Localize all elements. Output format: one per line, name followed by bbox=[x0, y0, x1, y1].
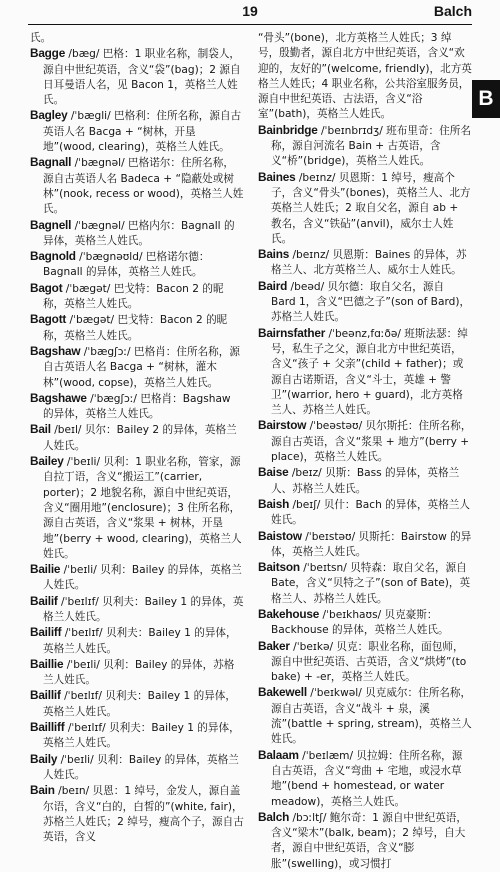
entry-headword: Bain bbox=[30, 783, 55, 798]
entry-definition: /ˈbeɪkhaʊs/ 贝克豪斯：Backhouse 的异体，英格兰人姓氏。 bbox=[271, 608, 449, 637]
entry-definition: /ˈbeɪlæm/ 贝拉姆：住所名称，源自古英语，含义“弯曲 + 宅地，或浸水草地”(bend + homestead, or water meadow)，英格兰人姓氏。 bbox=[271, 749, 463, 808]
page-header bbox=[28, 3, 472, 25]
entry-definition: /ˈbægli/ 巴格利：住所名称，源自古英语人名 Bacga + “树林，开垦地”(wood, clearing)，英格兰人姓氏。 bbox=[43, 110, 242, 154]
entry-definition: /ˈbægnəʊld/ 巴格诺尔德：Bagnall 的异体，英格兰人姓氏。 bbox=[43, 251, 210, 279]
dictionary-entry bbox=[30, 281, 244, 313]
entry-headword: Bailliff bbox=[30, 720, 65, 735]
entry-definition: /ˈbægət/ 巴戈特：Bacon 2 的昵称，英格兰人姓氏。 bbox=[43, 282, 224, 311]
entry-definition: /ˈbeɪli/ 贝利：Bailey 的异体，英格兰人姓氏。 bbox=[43, 564, 242, 592]
entry-definition: /bɔːltʃ/ 鲍尔奇：1 源自中世纪英语，含义“梁木”(balk, beam)；2 绰号，自大者，源自中世纪英语，含义“膨胀”(swelling)，或习惯打 bbox=[271, 811, 467, 870]
dictionary-entry bbox=[30, 625, 244, 657]
dictionary-entry bbox=[258, 639, 472, 686]
entry-definition: /ˈbeɪnbrɪdʒ/ 班布里奇：住所名称，源自河流名 Bain + 古英语，含义“桥”(bridge)，英格兰人姓氏。 bbox=[271, 124, 471, 168]
entry-definition: /beɪn/ 贝恩：1 绰号，金发人，源自盖尔语，含义“白的，白皙的”(white, fair)，苏格兰人姓氏；2 绰号，瘦高个子，源自古英语，含义 bbox=[43, 785, 244, 844]
entry-definition: /ˈbægʃɔː/ 巴格肖：住所名称，源自古英语人名 Bacga + “树林，灌木林”(wood, copse)，英格兰人姓氏。 bbox=[43, 345, 240, 389]
entry-definition: /ˈbeɪlɪf/ 贝利夫：Bailey 1 的异体，英格兰人姓氏。 bbox=[43, 690, 236, 718]
entry-headword: Bailey bbox=[30, 454, 64, 469]
entry-headword: Baish bbox=[258, 496, 290, 511]
entry-definition: /ˈbeəstəʊ/ 贝尔斯托：住所名称，源自古英语，含义“浆果 + 地方”(berry + place)，英格兰人姓氏。 bbox=[271, 420, 472, 464]
entry-definition: /ˈbægnəl/ 巴格诺尔：住所名称，源自古英语人名 Badeca + “隐蔽处或树林”(nook, recess or wood)，英格兰人姓氏。 bbox=[43, 157, 244, 216]
dictionary-entry bbox=[258, 170, 472, 247]
entry-headword: Bagott bbox=[30, 312, 67, 327]
entry-headword: Baker bbox=[258, 638, 290, 653]
entry-headword: Baistow bbox=[258, 528, 302, 543]
entry-definition: /ˈbeənz,fɑːðə/ 班斯法瑟：绰号，私生子之父，源自北方中世纪英语，含义“孩子 + 父亲”(child + father)；或源自古诺斯语，含义“斗士，英雄 + 警卫”(warrior, hero + guard)，北方英格兰人、苏格兰人姓氏。 bbox=[271, 327, 468, 417]
entry-definition: /ˈbeɪlɪf/ 贝利夫：Bailey 1 的异体，英格兰人姓氏。 bbox=[43, 627, 237, 655]
dictionary-entry bbox=[258, 326, 472, 419]
entry-headword: Bagot bbox=[30, 280, 63, 295]
dictionary-entry bbox=[30, 562, 244, 594]
entry-headword: Bagnell bbox=[30, 217, 72, 232]
entry-headword: Bail bbox=[30, 422, 51, 437]
entry-headword: Bagshawe bbox=[30, 390, 87, 405]
entry-headword: Bagnall bbox=[30, 155, 72, 170]
thumb-index-tab[interactable]: B bbox=[472, 80, 500, 118]
dictionary-entry bbox=[30, 391, 244, 423]
entry-continuation bbox=[30, 31, 244, 46]
dictionary-entry bbox=[30, 720, 244, 752]
entry-headword: Baise bbox=[258, 465, 289, 480]
entry-definition: /ˈbeɪkwəl/ 贝克威尔：住所名称，源自古英语，含义“战斗 + 泉，溪流”(battle + spring, stream)，英格兰人姓氏。 bbox=[271, 687, 472, 746]
entry-definition: /ˈbægʃɔː/ 巴格肖：Bagshaw 的异体，英格兰人姓氏。 bbox=[43, 392, 231, 421]
dictionary-entry bbox=[258, 123, 472, 170]
dictionary-entry bbox=[258, 247, 472, 279]
dictionary-entry bbox=[30, 594, 244, 626]
dictionary-entry bbox=[30, 312, 244, 344]
entry-definition: /ˈbægnəl/ 巴格内尔：Bagnall 的异体，英格兰人姓氏。 bbox=[43, 219, 235, 247]
dictionary-entry bbox=[30, 344, 244, 391]
dictionary-entry bbox=[258, 810, 472, 872]
entry-definition: /ˈbeɪstəʊ/ 贝斯托：Bairstow 的异体，英格兰人姓氏。 bbox=[271, 530, 472, 558]
entry-definition: /beɪz/ 贝斯：Bass 的异体，英格兰人、苏格兰人姓氏。 bbox=[271, 467, 460, 495]
entry-definition: 氏。 bbox=[30, 32, 52, 44]
dictionary-entry bbox=[30, 688, 244, 720]
entry-headword: Baillie bbox=[30, 656, 64, 671]
dictionary-entry bbox=[258, 529, 472, 561]
dictionary-entry bbox=[258, 748, 472, 810]
entry-headword: Baird bbox=[258, 278, 288, 293]
entry-definition: “骨头”(bone)，北方英格兰人姓氏；3 绰号，殷勤者，源自北方中世纪英语，含义“欢迎的，友好的”(welcome, friendly)，北方英格兰人姓氏；4 职业名称，公共浴室服务员，源自中世纪英语、古法语，含义“浴室”(bath)，英格兰人姓氏。 bbox=[258, 32, 472, 121]
dictionary-entry bbox=[258, 497, 472, 529]
page-number: 19 bbox=[242, 3, 258, 19]
entry-headword: Bailif bbox=[30, 593, 58, 608]
entry-definition: /ˈbeɪli/ 贝利：1 职业名称，管家，源自拉丁语，含义“搬运工”(carrier, porter)；2 地貌名称，源自中世纪英语，含义“圈用地”(enclosure)；3 住所名称，源自古英语，含义“浆果 + 树林，开垦地”(berry + wood, clearing)，英格兰人姓氏。 bbox=[43, 456, 242, 560]
entry-definition: /bæg/ 巴格：1 职业名称，制袋人，源自中世纪英语，含义“袋”(bag)；2 源自日耳曼语人名，见 Bacon 1，英格兰人姓氏。 bbox=[43, 48, 241, 107]
dictionary-entry bbox=[30, 249, 244, 281]
left-column bbox=[30, 31, 244, 845]
entry-definition: /beəd/ 贝尔德：取自父名，源自 Bard 1，含义“巴德之子”(son of Bard)，苏格兰人姓氏。 bbox=[271, 280, 471, 324]
entry-definition: /beɪʃ/ 贝什：Bach 的异体，英格兰人姓氏。 bbox=[271, 498, 470, 527]
dictionary-entry bbox=[258, 418, 472, 465]
dictionary-entry bbox=[30, 46, 244, 108]
dictionary-entry bbox=[30, 783, 244, 845]
entry-headword: Bagge bbox=[30, 46, 66, 61]
entry-headword: Bairnsfather bbox=[258, 325, 326, 340]
dictionary-entry bbox=[30, 155, 244, 217]
entry-headword: Bakewell bbox=[258, 685, 307, 700]
entry-definition: /ˈbeɪkə/ 贝克：职业名称，面包师，源自中世纪英语、古英语，含义“烘烤”(to bake) + -er，英格兰人姓氏。 bbox=[271, 640, 467, 684]
entry-headword: Bakehouse bbox=[258, 606, 320, 621]
entry-definition: /ˈbeɪlɪf/ 贝利夫：Bailey 1 的异体，英格兰人姓氏。 bbox=[43, 722, 240, 750]
entry-definition: /ˈbeɪli/ 贝利：Bailey 的异体，苏格兰人姓氏。 bbox=[43, 658, 235, 687]
dictionary-entry bbox=[30, 752, 244, 784]
entry-headword: Balch bbox=[258, 809, 290, 824]
entry-headword: Bagshaw bbox=[30, 343, 81, 358]
entry-headword: Baitson bbox=[258, 560, 300, 575]
entry-definition: /ˈbeɪlɪf/ 贝利夫：Bailey 1 的异体，英格兰人姓氏。 bbox=[43, 595, 244, 623]
entry-headword: Bainbridge bbox=[258, 122, 318, 137]
entry-headword: Bagnold bbox=[30, 249, 76, 264]
entry-definition: /beɪl/ 贝尔：Bailey 2 的异体，英格兰人姓氏。 bbox=[43, 424, 237, 452]
entry-definition: /ˈbeɪtsn/ 贝特森：取自父名，源自 Bate，含义“贝特之子”(son of Bate)，英格兰人、苏格兰人姓氏。 bbox=[271, 562, 471, 605]
entry-headword: Baines bbox=[258, 169, 296, 184]
dictionary-entry bbox=[258, 465, 472, 497]
dictionary-entry bbox=[258, 685, 472, 747]
right-column bbox=[258, 31, 472, 872]
dictionary-entry bbox=[258, 279, 472, 326]
entry-definition: /beɪnz/ 贝恩斯：Baines 的异体，苏格兰人、北方英格兰人、威尔士人姓氏。 bbox=[271, 249, 467, 277]
entry-headword: Bains bbox=[258, 247, 290, 262]
dictionary-entry bbox=[30, 422, 244, 454]
dictionary-entry bbox=[30, 454, 244, 562]
dictionary-entry bbox=[30, 657, 244, 689]
dictionary-entry bbox=[30, 108, 244, 155]
dictionary-entry bbox=[258, 607, 472, 639]
entry-definition: /ˈbeɪli/ 贝利：Bailey 的异体，英格兰人姓氏。 bbox=[43, 753, 239, 781]
entry-headword: Bairstow bbox=[258, 418, 307, 433]
entry-definition: /ˈbægət/ 巴戈特：Bacon 2 的昵称，英格兰人姓氏。 bbox=[43, 314, 228, 342]
entry-definition: /beɪnz/ 贝恩斯：1 绰号，瘦高个子，含义“骨头”(bones)，英格兰人、北方英格兰人姓氏；2 取自父名，源自 ab + 教名，含义“铁砧”(anvil)，威尔士人姓氏。 bbox=[271, 171, 471, 245]
running-head: Balch bbox=[433, 3, 472, 19]
entry-headword: Bailie bbox=[30, 562, 61, 577]
dictionary-entry bbox=[30, 218, 244, 250]
entry-headword: Bagley bbox=[30, 108, 68, 123]
entry-headword: Balaam bbox=[258, 747, 299, 762]
dictionary-entry bbox=[258, 560, 472, 607]
entry-continuation bbox=[258, 31, 472, 123]
entry-headword: Bailiff bbox=[30, 625, 62, 640]
header-rule bbox=[28, 24, 472, 25]
entry-headword: Baillif bbox=[30, 688, 61, 703]
entry-headword: Baily bbox=[30, 751, 58, 766]
